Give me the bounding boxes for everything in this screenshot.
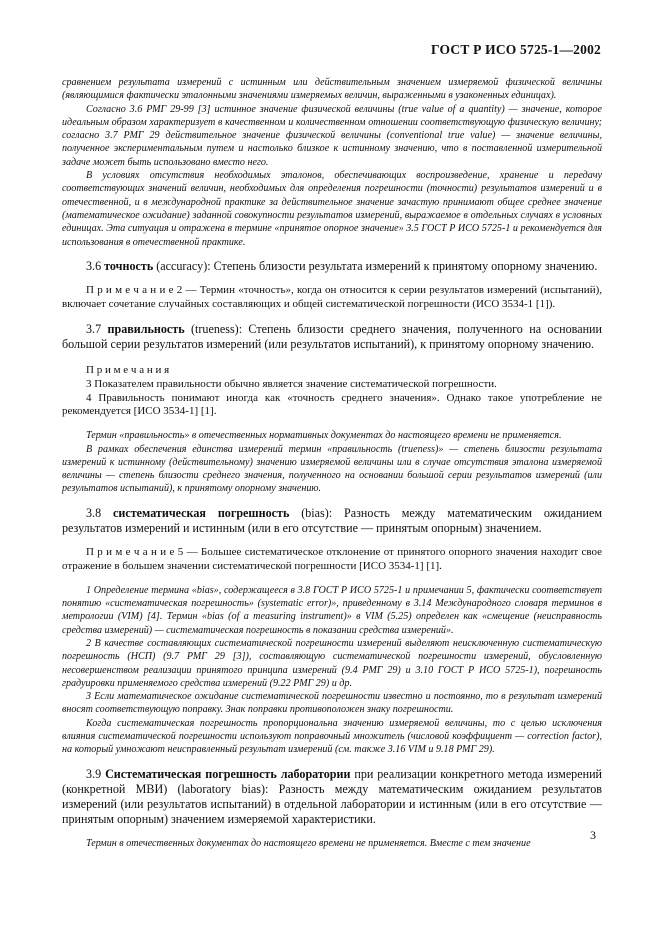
term-name: точность xyxy=(104,258,154,273)
note-2: П р и м е ч а н и е 2 — Термин «точность», когда он относится к серии результатов измерений (испытаний), включает сочетание случайных составляющих и общей систематической погрешности (ИСО 3534-1 [1]). xyxy=(62,284,602,310)
commentary-paragraph: 1 Определение термина «bias», содержащееся в 3.8 ГОСТ Р ИСО 5725-1 и примечании 5, фактически соответствует понятию «систематическая погрешность» (systematic error)», приведенному в 3.14 Международного словаря терминов в метрологии (VIM) [4]. Термин «bias (of a measuring instrument)» в VIM (5.25) определен как «смещение (неисправность средства измерений) — систематическая погрешность в показании средства измерений». xyxy=(62,584,602,636)
term-name: правильность xyxy=(107,321,185,336)
commentary-paragraph: В условиях отсутствия необходимых эталонов, обеспечивающих воспроизведение, хранение и передачу соответствующих значений величин, необходимых для определения погрешности (точности) результатов измерений и в отечественной, и в международной практике за действительное значение зачастую принимают общее среднее значение (математическое ожидание) заданной совокупности результатов измерений, выражаемое в отдельных случаях в условных единицах. Эта ситуация и отражена в термине «принятое опорное значение» 3.5 ГОСТ Р ИСО 5725-1 и рекомендуется для использования в отечественной практике. xyxy=(62,170,602,248)
commentary-paragraph: Согласно 3.6 РМГ 29-99 [3] истинное значение физической величины (true value of a quantity) — значение, которое идеальным образом характеризует в качественном и количественном отношении соответствующую физическую величину; согласно 3.7 РМГ 29 действительное значение физической величины (conventional true value) — значение величины, полученное экспериментальным путем и настолько близкое к истинному значению, что в поставленной измерительной задаче может быть использовано вместо него. xyxy=(62,103,602,168)
commentary-paragraph: Термин в отечественных документах до настоящего времени не применяется. Вместе с тем значение xyxy=(86,838,531,850)
document-header xyxy=(431,42,601,58)
term-name: Систематическая погрешность лаборатории xyxy=(105,766,351,781)
notes-label: П р и м е ч а н и я xyxy=(86,364,170,377)
commentary-paragraph: Когда систематическая погрешность пропорциональна значению измеряемой величины, то с целью исключения влияния систематической погрешности используют поправочный множитель (числовой коэффициент — correction factor), на который умножают неисправленный результат измерений (см. также 3.16 VIM и 9.18 РМГ 29). xyxy=(62,717,602,756)
note-label: П р и м е ч а н и е xyxy=(86,546,175,559)
term-3-6: 3.6 точность (accuracy): Степень близости результата измерений к принятому опорному значению. xyxy=(86,258,598,273)
note-4: 4 Правильность понимают иногда как «точность среднего значения». Однако такое употребление не рекомендуется [ИСО 3534-1] [1]. xyxy=(62,391,602,418)
commentary-paragraph: сравнением результата измерений с истинным или действительным значением измеряемой физической величины (являющимися фактически эталонными значениями измеряемых величин, выраженными в узаконенных единицах). xyxy=(62,77,602,102)
term-3-7: 3.7 правильность (trueness): Степень близости среднего значения, полученного на основании большой серии результатов измерений (или результатов испытаний), к принятому опорному значению. xyxy=(62,321,602,351)
standard-title: ГОСТ Р ИСО 5725-1—2002 xyxy=(431,42,601,57)
commentary-paragraph: 3 Если математическое ожидание систематической погрешности известно и постоянно, то в результат измерений вносят соответствующую поправку. Знак поправки противоположен знаку погрешности. xyxy=(62,691,602,716)
term-3-9: 3.9 Систематическая погрешность лаборатории при реализации конкретного метода измерений (конкретной МВИ) (laboratory bias): Разность между математическим ожиданием результатов измерений (или результатов испытаний) в отдельной лаборатории и истинным (или в его отсутствие — принятым опорным) значением измеряемой характеристики. xyxy=(62,766,603,827)
term-3-8: 3.8 систематическая погрешность (bias): Разность между математическим ожиданием результатов измерений и истинным (или в его отсутствие — принятым опорным) значением. xyxy=(62,505,602,535)
term-name: систематическая погрешность xyxy=(113,505,290,520)
commentary-paragraph: В рамках обеспечения единства измерений термин «правильность (trueness)» — степень близости результата измерений к истинному (действительному) значению измеряемой величины или в случае отсутствия эталона измеряемой величины — степень близости среднего значения, полученного на основании большой серии результатов измерений (или результатов испытаний), к принятому опорному значению. xyxy=(62,443,602,495)
page-number: 3 xyxy=(590,828,596,842)
note-label: П р и м е ч а н и е xyxy=(86,284,174,297)
note-5: П р и м е ч а н и е 5 — Большее систематическое отклонение от принятого опорного значения находит свое отражение в большем значении систематической погрешности [ИСО 3534-1] [1]. xyxy=(62,546,603,572)
note-3: 3 Показателем правильности обычно является значение систематической погрешности. xyxy=(86,377,497,390)
page-body xyxy=(62,76,602,851)
commentary-paragraph: Термин «правильность» в отечественных нормативных документах до настоящего времени не применяется. xyxy=(86,430,562,442)
commentary-paragraph: 2 В качестве составляющих систематической погрешности измерений выделяют неисключенную систематическую погрешность (НСП) (9.7 РМГ 29 [3]), составляющую систематической погрешности измерений, обусловленную несовершенством реализации принятого принципа измерений (9.4 РМГ 29) и 3.10 ГОСТ Р ИСО 5725-1), погрешность градуировки применяемого средства измерений (9.22 РМГ 29) и др. xyxy=(62,637,602,689)
